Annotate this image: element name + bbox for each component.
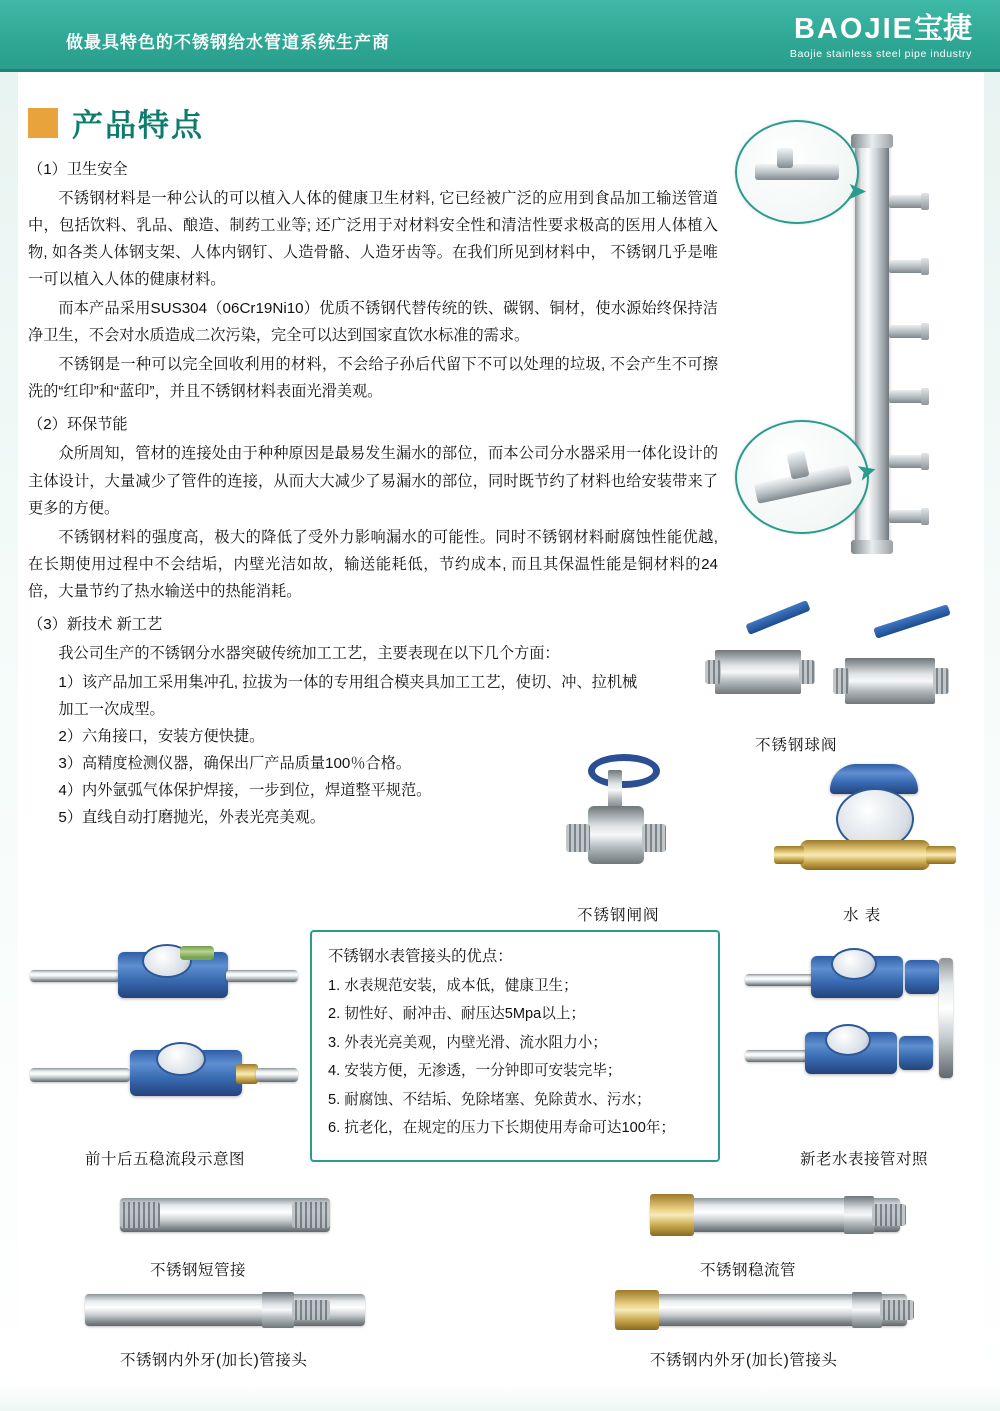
ball-valve-body-right [845,658,935,704]
flow-brass-joint [236,1064,258,1084]
paragraph: 不锈钢材料是一种公认的可以植入人体的健康卫生材料, 它已经被广泛的应用到食品加工输送管道中，包括饮料、乳品、酿造、制药工业等; 还广泛用于对材料安全性和清洁性要求极高的医用人体植入物, 如各类人体钢支架、人体内钢钉、人造骨骼、人造牙齿等。在我们所见到材料中， 不锈钢几乎是唯一可以植入人体的健康材料。 [28,190,718,289]
compare-pipe-bottom-left [745,1050,809,1062]
compare-valve-top [905,960,939,994]
section-heading-3: （3）新技术 新工艺 [28,615,163,633]
ball-valve-thread-right2 [933,668,949,694]
long-fitting-right-brass-nut [615,1290,659,1330]
bottom-decorative-band [0,1385,1000,1411]
tee-fitting-detail [755,164,839,180]
title-square-icon [28,108,58,138]
compare-valve-bottom [899,1036,933,1070]
advantage-item: 3. 外表光亮美观，内壁光滑、流水阻力小； [328,1034,607,1051]
flow-outlet-pipe-bottom [256,1068,298,1082]
advantage-item: 4. 安装方便，无渗透，一分钟即可安装完毕； [328,1063,622,1080]
paragraph: 不锈钢是一种可以完全回收利用的材料，不会给子孙后代留下不可以处理的垃圾, 不会产生不可擦洗的“红印”和“蓝印”，并且不锈钢材料表面光滑美观。 [28,356,718,401]
ball-valve-body-left [715,650,801,694]
flow-inlet-pipe-bottom [30,1068,130,1082]
flow-meter-dial-bottom [156,1042,206,1076]
list-item: 加工一次成型。 [58,700,165,718]
compare-meter-dial-bottom [825,1024,871,1056]
section-title-group [28,100,204,145]
section-heading-2: （2）环保节能 [28,416,128,434]
manifold-branch [889,195,923,208]
caption-flow-diagram: 前十后五稳流段示意图 [85,1151,246,1168]
compare-pipe-top-left [745,974,815,986]
short-nipple-thread-left [120,1202,160,1228]
manifold-bottom-cap [851,540,893,554]
long-fitting-right-hex [852,1292,882,1328]
advantages-box [310,930,720,1162]
water-meter-image [770,760,960,895]
meter-inlet [774,846,804,864]
section-heading-1: （1）卫生安全 [28,161,128,178]
long-fitting-left-hex [262,1292,294,1328]
meter-outlet [926,846,956,864]
gate-valve-stem [608,770,622,810]
page-title: 产品特点 [72,108,204,143]
caption-long-fitting-left: 不锈钢内外牙(加长)管接头 [120,1352,308,1369]
steady-pipe-thread [872,1204,906,1226]
compare-riser [939,958,953,1078]
caption-long-fitting-right: 不锈钢内外牙(加长)管接头 [650,1352,838,1369]
ball-valve-lever-left [745,600,810,635]
advantage-item: 6. 抗老化，在规定的压力下长期使用寿命可达100年； [328,1120,676,1137]
ball-valve-thread-right [833,668,849,694]
ball-valve-lever-right [873,604,951,639]
manifold-branch [889,390,923,403]
header-slogan: 做最具特色的不锈钢给水管道系统生产商 [66,33,390,52]
list-item: 2）六角接口，安装方便快捷。 [58,727,265,745]
logo-subtitle: Baojie stainless steel pipe industry [789,48,972,61]
company-logo [790,14,972,60]
steady-pipe-brass-nut [650,1194,694,1236]
caption-short-nipple: 不锈钢短管接 [150,1262,247,1279]
list-item: 5）直线自动打磨抛光，外表光亮美观。 [58,809,326,827]
flow-inlet-pipe-top [30,970,120,982]
meter-compare-image [745,940,985,1125]
ball-valve-thread-left [705,660,721,684]
advantage-item: 1. 水表规范安装，成本低，健康卫生； [328,978,578,994]
compare-meter-dial-top [831,948,877,980]
flow-meter-ring-top [180,946,214,960]
gate-valve-image [560,750,720,890]
manifold-branch [889,325,923,338]
steady-pipe-hex [844,1196,874,1234]
advantages-title: 不锈钢水表管接头的优点： [328,948,513,965]
paragraph: 我公司生产的不锈钢分水器突破传统加工工艺，主要表现在以下几个方面： [58,644,560,662]
manifold-branch [889,455,923,468]
paragraph: 而本产品采用SUS304（06Cr19Ni10）优质不锈钢代替传统的铁、碳钢、铜材，使水源始终保持洁净卫生，不会对水质造成二次污染，完全可以达到国家直饮水标准的需求。 [28,300,718,345]
ball-valve-thread-left2 [799,660,815,684]
right-decorative-band [984,72,1000,1411]
manifold-branch [889,510,923,523]
callout-arrow-top-icon: ➤ [847,178,868,205]
flow-diagram-image [30,940,300,1130]
tee-branch-detail [777,148,793,168]
paragraph: 众所周知，管材的连接处由于种种原因是最易发生漏水的部位，而本公司分水器采用一体化设计的主体设计，大量减少了管件的连接，从而大大减少了易漏水的部位，同时既节约了材料也给安装带来了更多的方便。 [28,445,718,517]
list-item: 4）内外氩弧气体保护焊接，一步到位，焊道整平规范。 [58,782,432,800]
ball-valve-image [705,610,990,730]
advantage-item: 2. 韧性好、耐冲击、耐压达5Mpa以上； [328,1006,586,1023]
callout-arrow-bottom-icon: ➤ [853,455,881,488]
caption-meter-compare: 新老水表接管对照 [800,1151,929,1168]
caption-ball-valve: 不锈钢球阀 [755,737,838,754]
paragraph: 不锈钢材料的强度高，极大的降低了受外力影响漏水的可能性。同时不锈钢材料耐腐蚀性能优越, 在长期使用过程中不会结垢，内壁光洁如故，输送能耗低，节约成本, 而且其保温性能是铜材料的24倍，大量节约了热水输送中的热能消耗。 [28,528,718,600]
manifold-product-image [735,120,985,560]
manifold-top-cap [851,134,893,148]
gate-valve-port-left [566,824,590,852]
logo-text [790,14,972,44]
long-fitting-left-thread [292,1300,330,1320]
article-body [28,150,718,831]
callout-circle-top [735,120,859,224]
list-item: 3）高精度检测仪器，确保出厂产品质量100％合格。 [58,754,412,772]
list-item: 1）该产品加工采用集冲孔, 拉拔为一体的专用组合模夹具加工工艺，使切、冲、拉机械 [58,673,638,691]
gate-valve-body [588,806,644,864]
tee-branch-detail [786,450,809,479]
logo-text-en: BAOJIE [794,13,914,45]
manifold-branch [889,260,923,273]
short-nipple-thread-right [292,1202,330,1228]
callout-circle-bottom [735,420,869,534]
long-fitting-right-thread [880,1300,914,1320]
gate-valve-handwheel [588,754,660,788]
caption-steady-pipe: 不锈钢稳流管 [700,1262,797,1279]
flow-outlet-pipe-top [226,970,298,982]
advantage-item: 5. 耐腐蚀、不结垢、免除堵塞、免除黄水、污水； [328,1091,651,1108]
page-header [0,0,1000,72]
meter-brass-body [800,840,930,870]
caption-water-meter: 水 表 [843,907,882,924]
caption-gate-valve: 不锈钢闸阀 [577,907,660,924]
gate-valve-port-right [642,824,666,852]
left-decorative-band [0,72,18,1411]
logo-text-cn: 宝捷 [913,13,972,45]
